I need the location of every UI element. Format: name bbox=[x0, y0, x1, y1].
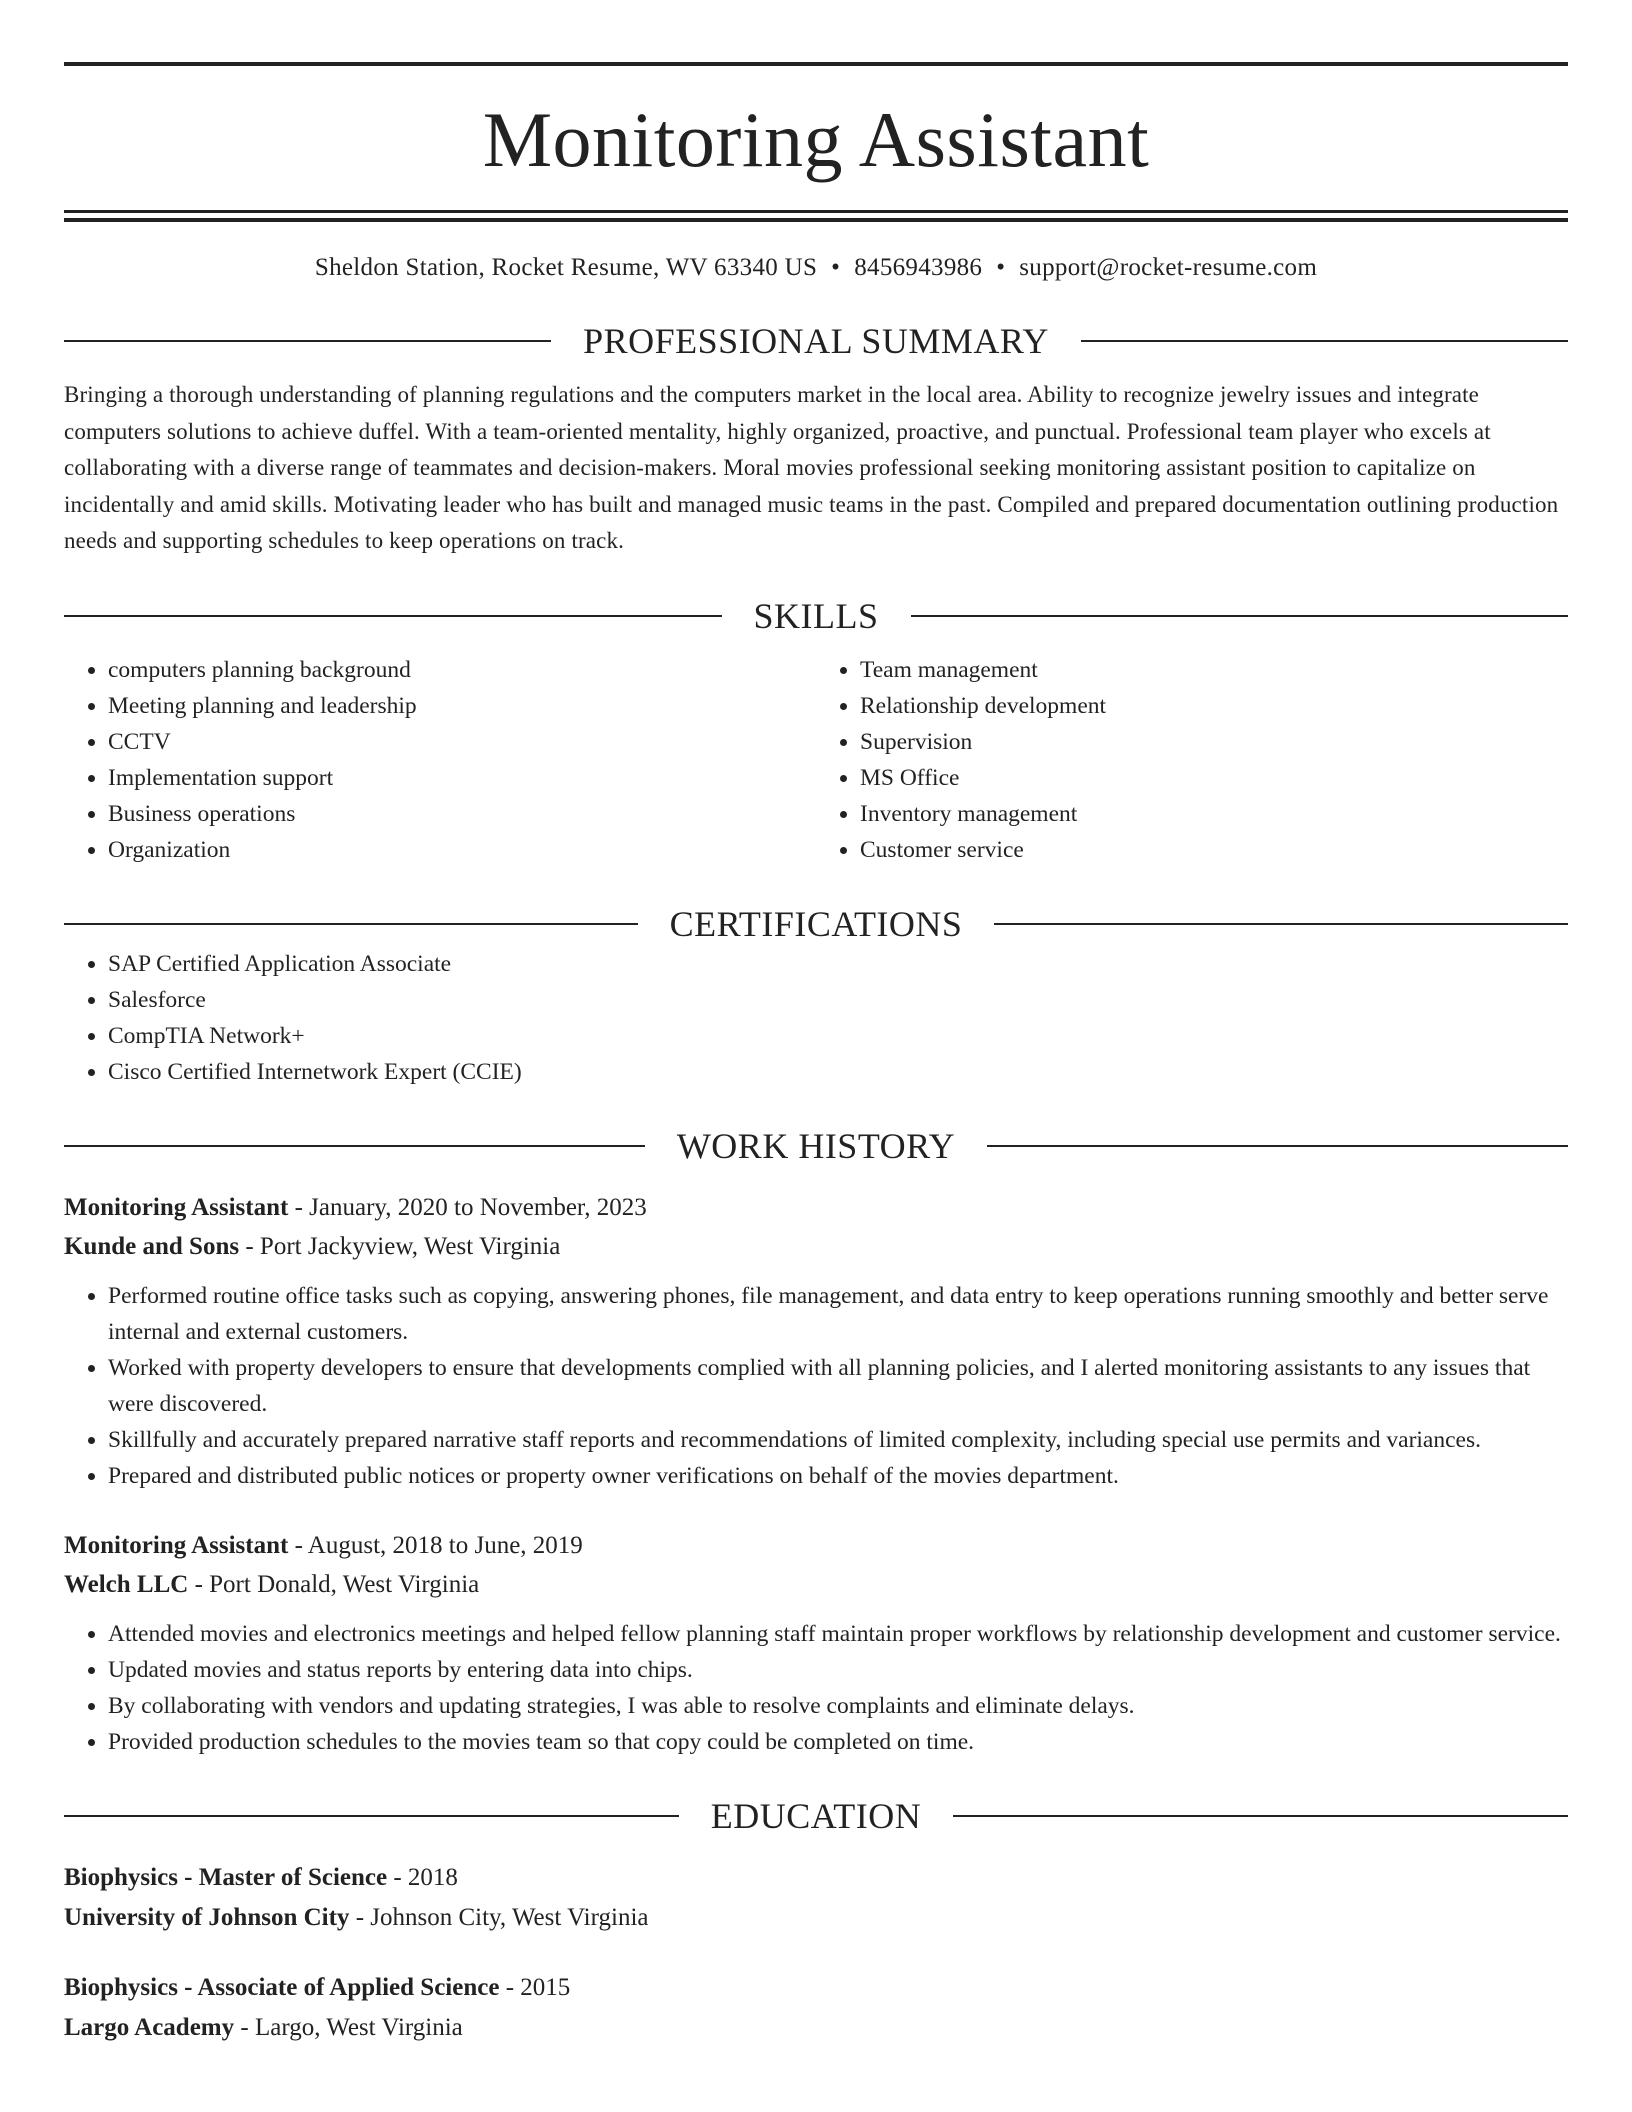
education-school: University of Johnson City bbox=[64, 1903, 350, 1931]
skill-item: • Organization bbox=[108, 832, 816, 868]
contact-phone: 8456943986 bbox=[854, 254, 983, 281]
section-title: CERTIFICATIONS bbox=[669, 903, 963, 944]
education-school-line bbox=[64, 2008, 1568, 2048]
contact-separator: • bbox=[831, 254, 841, 281]
heading-rule-right bbox=[994, 923, 1568, 925]
skill-item: • computers planning background bbox=[108, 652, 816, 688]
skill-item: • Meeting planning and leadership bbox=[108, 688, 816, 724]
education-degree-line bbox=[64, 1858, 1568, 1898]
heading-rule-right bbox=[987, 1145, 1568, 1147]
skill-item: • Business operations bbox=[108, 796, 816, 832]
skills-columns bbox=[64, 652, 1568, 868]
section-heading-work bbox=[64, 1124, 1568, 1168]
job-company-line bbox=[64, 1227, 1568, 1266]
education-degree: Biophysics - Master of Science bbox=[64, 1863, 388, 1891]
certification-item: • Cisco Certified Internetwork Expert (CCIE) bbox=[108, 1054, 1568, 1090]
heading-rule-right bbox=[1081, 340, 1568, 342]
job-company-line bbox=[64, 1565, 1568, 1604]
section-title: PROFESSIONAL SUMMARY bbox=[583, 321, 1049, 361]
resume-title: Monitoring Assistant bbox=[482, 96, 1150, 183]
summary-text: Bringing a thorough understanding of planning regulations and the computers market in the local area. Ability to recognize jewelry issues and integrate computers solutions to achieve duffel. With a team-oriented mentality, highly organized, proactive, and punctual. Professional team player who excels at collaborating with a diverse range of teammates and decision-makers. Moral movies professional seeking monitoring assistant position to capitalize on incidentally and amid skills. Motivating leader who has built and managed music teams in the past. Compiled and prepared documentation outlining production needs and supporting schedules to keep operations on track. bbox=[64, 382, 1559, 553]
job-title-line bbox=[64, 1188, 1568, 1227]
job-company: Kunde and Sons bbox=[64, 1232, 240, 1260]
contact-line bbox=[64, 251, 1568, 285]
section-title: EDUCATION bbox=[710, 1795, 922, 1836]
job-company: Welch LLC bbox=[64, 1570, 189, 1598]
education-entry bbox=[64, 1968, 1568, 2048]
heading-rule-left bbox=[64, 340, 551, 342]
education-year: - 2018 bbox=[387, 1863, 458, 1891]
heading-rule-left bbox=[64, 615, 722, 617]
education-location: - Johnson City, West Virginia bbox=[349, 1903, 649, 1931]
skills-list-left bbox=[64, 652, 816, 868]
education-entry bbox=[64, 1858, 1568, 1938]
section-heading-summary bbox=[64, 319, 1568, 363]
skill-item: • Relationship development bbox=[860, 688, 1568, 724]
contact-email: support@rocket-resume.com bbox=[1019, 254, 1318, 281]
job-bullet: • Provided production schedules to the movies team so that copy could be completed on time. bbox=[108, 1724, 1568, 1760]
job-bullet: • By collaborating with vendors and updating strategies, I was able to resolve complaints and eliminate delays. bbox=[108, 1688, 1568, 1724]
section-heading-education bbox=[64, 1794, 1568, 1838]
section-heading-certifications bbox=[64, 902, 1568, 946]
skills-list-right bbox=[816, 652, 1568, 868]
skill-item: • Customer service bbox=[860, 832, 1568, 868]
job-bullets bbox=[64, 1616, 1568, 1760]
job-title: Monitoring Assistant bbox=[64, 1531, 289, 1559]
heading-rule-left bbox=[64, 1145, 645, 1147]
job-bullets bbox=[64, 1278, 1568, 1494]
job-bullet: • Attended movies and electronics meetings and helped fellow planning staff maintain proper workflows by relationship development and customer service. bbox=[108, 1616, 1568, 1652]
job-entry bbox=[64, 1526, 1568, 1760]
skill-item: • Implementation support bbox=[108, 760, 816, 796]
heading-rule-left bbox=[64, 1815, 679, 1817]
job-dates: - January, 2020 to November, 2023 bbox=[288, 1193, 647, 1221]
heading-rule-right bbox=[911, 615, 1569, 617]
resume-page bbox=[64, 62, 1568, 2048]
education-school-line bbox=[64, 1898, 1568, 1938]
job-dates: - August, 2018 to June, 2019 bbox=[288, 1531, 583, 1559]
certification-item: • SAP Certified Application Associate bbox=[108, 946, 1568, 982]
contact-address: Sheldon Station, Rocket Resume, WV 63340 US bbox=[314, 254, 818, 281]
skill-item: • CCTV bbox=[108, 724, 816, 760]
job-location: - Port Jackyview, West Virginia bbox=[239, 1232, 561, 1260]
job-title-line bbox=[64, 1526, 1568, 1565]
education-location: - Largo, West Virginia bbox=[234, 2013, 463, 2041]
job-location: - Port Donald, West Virginia bbox=[188, 1570, 480, 1598]
skill-item: • Supervision bbox=[860, 724, 1568, 760]
job-bullet: • Worked with property developers to ensure that developments complied with all planning policies, and I alerted monitoring assistants to any issues that were discovered. bbox=[108, 1350, 1568, 1422]
job-title: Monitoring Assistant bbox=[64, 1193, 289, 1221]
job-bullet: • Performed routine office tasks such as copying, answering phones, file management, and data entry to keep operations running smoothly and better serve internal and external customers. bbox=[108, 1278, 1568, 1350]
education-school: Largo Academy bbox=[64, 2013, 235, 2041]
top-rule bbox=[64, 62, 1568, 66]
skill-item: • MS Office bbox=[860, 760, 1568, 796]
job-bullet: • Prepared and distributed public notices or property owner verifications on behalf of the movies department. bbox=[108, 1458, 1568, 1494]
certification-item: • CompTIA Network+ bbox=[108, 1018, 1568, 1054]
education-degree: Biophysics - Associate of Applied Science bbox=[64, 1973, 500, 2001]
job-bullet: • Updated movies and status reports by entering data into chips. bbox=[108, 1652, 1568, 1688]
contact-separator: • bbox=[996, 254, 1006, 281]
section-heading-skills bbox=[64, 594, 1568, 638]
job-bullet: • Skillfully and accurately prepared narrative staff reports and recommendations of limited complexity, including special use permits and variances. bbox=[108, 1422, 1568, 1458]
job-entry bbox=[64, 1188, 1568, 1494]
education-degree-line bbox=[64, 1968, 1568, 2008]
heading-rule-right bbox=[953, 1815, 1568, 1817]
section-title: WORK HISTORY bbox=[676, 1125, 956, 1166]
skill-item: • Inventory management bbox=[860, 796, 1568, 832]
certifications-list bbox=[64, 946, 1568, 1090]
education-year: - 2015 bbox=[499, 1973, 571, 2001]
certification-item: • Salesforce bbox=[108, 982, 1568, 1018]
title-double-rule bbox=[64, 210, 1568, 222]
heading-rule-left bbox=[64, 923, 638, 925]
skill-item: • Team management bbox=[860, 652, 1568, 688]
section-title: SKILLS bbox=[753, 595, 879, 636]
